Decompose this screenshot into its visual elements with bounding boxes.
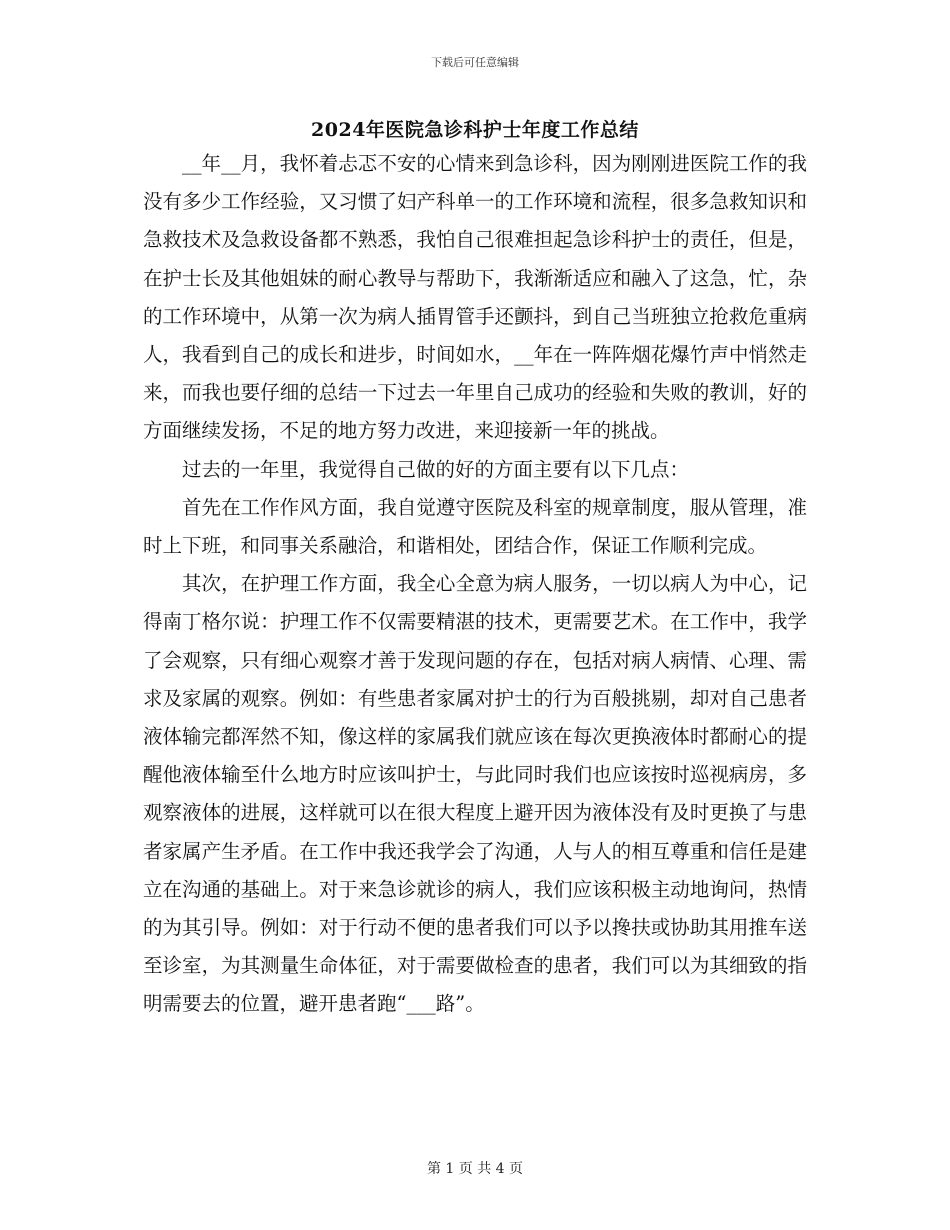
paragraph-work-style: 首先在工作作风方面，我自觉遵守医院及科室的规章制度，服从管理，准时上下班，和同事关系融洽，和谐相处，团结合作，保证工作顺利完成。 [143,495,807,558]
header-note: 下载后可任意编辑 [431,56,519,69]
document-title: 2024年医院急诊科护士年度工作总结 [311,119,639,141]
paragraph-intro: __年__月，我怀着忐忑不安的心情来到急诊科，因为刚刚进医院工作的我没有多少工作经验，又习惯了妇产科单一的工作环境和流程，很多急救知识和急救技术及急救设备都不熟悉，我怕自己很难担起急诊科护士的责任，但是，在护士长及其他姐妹的耐心教导与帮助下，我渐渐适应和融入了这急，忙，杂的工作环境中，从第一次为病人插胃管手还颤抖，到自己当班独立抢救危重病人，我看到自己的成长和进步，时间如水，__年在一阵阵烟花爆竹声中悄然走来，而我也要仔细的总结一下过去一年里自己成功的经验和失败的教训，好的方面继续发扬，不足的地方努力改进，来迎接新一年的挑战。 [143,152,807,443]
paragraph-nursing-work: 其次，在护理工作方面，我全心全意为病人服务，一切以病人为中心，记得南丁格尔说：护理工作不仅需要精湛的技术，更需要艺术。在工作中，我学了会观察，只有细心观察才善于发现问题的存在，包括对病人病情、心理、需求及家属的观察。例如：有些患者家属对护士的行为百般挑剔，却对自己患者液体输完都浑然不知，像这样的家属我们就应该在每次更换液体时都耐心的提醒他液体输至什么地方时应该叫护士，与此同时我们也应该按时巡视病房，多观察液体的进展，这样就可以在很大程度上避开因为液体没有及时更换了与患者家属产生矛盾。在工作中我还我学会了沟通，人与人的相互尊重和信任是建立在沟通的基础上。对于来急诊就诊的病人，我们应该积极主动地询问，热情的为其引导。例如：对于行动不便的患者我们可以予以搀扶或协助其用推车送至诊室，为其测量生命体征，对于需要做检查的患者，我们可以为其细致的指明需要去的位置，避开患者跑“___路”。 [143,572,807,1016]
document-body [143,145,807,1024]
paragraph-summary-lead: 过去的一年里，我觉得自己做的好的方面主要有以下几点： [182,457,690,481]
page-indicator: 第 1 页 共 4 页 [426,1161,524,1177]
